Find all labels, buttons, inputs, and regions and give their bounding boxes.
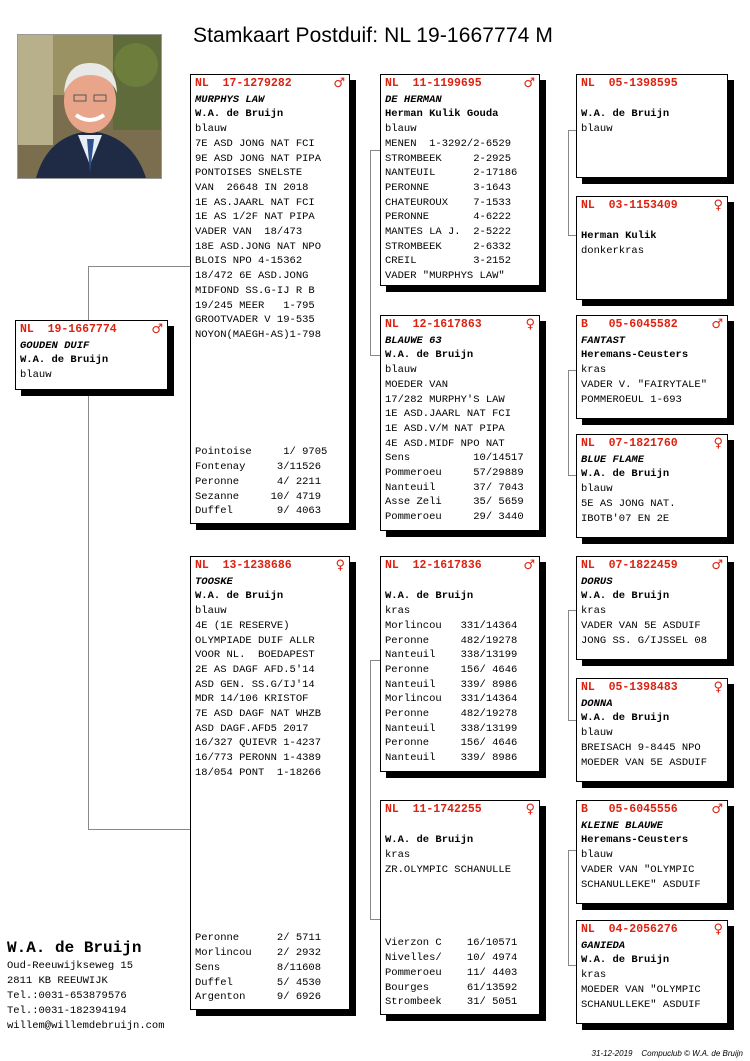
result-line: Pommeroeu 11/ 4403 [385, 966, 518, 979]
female-icon: ♀ [335, 558, 345, 573]
subject-pigeon-card [15, 320, 168, 390]
pigeon-name: DORUS [581, 575, 613, 588]
pigeon-name: GOUDEN DUIF [20, 339, 90, 352]
breeder-name: W.A. de Bruijn [195, 108, 284, 121]
info-line: blauw [195, 605, 227, 618]
info-line: kras [581, 605, 607, 618]
breeder-name: W.A. de Bruijn [20, 354, 109, 367]
connector-line [370, 660, 371, 920]
ring-header [581, 77, 723, 92]
info-line: VAN 26648 IN 2018 [195, 181, 309, 194]
result-line: Duffel 9/ 4063 [195, 505, 322, 518]
pigeon-name: TOOSKE [195, 575, 233, 588]
connector-line [568, 850, 569, 965]
info-line: MENEN 1-3292/2-6529 [385, 137, 512, 150]
info-line: 17/282 MURPHY'S LAW [385, 393, 505, 406]
info-line: MDR 14/106 KRISTOF [195, 693, 309, 706]
race-results [385, 936, 535, 1010]
ring-header [581, 318, 723, 333]
result-line: Sens 10/14517 [385, 452, 524, 465]
ring-header [581, 681, 723, 696]
info-line: 18E ASD.JONG NAT NPO [195, 240, 322, 253]
ring-number: NL 07-1822459 [581, 559, 678, 572]
pigeon-name: MURPHYS LAW [195, 93, 265, 106]
info-line: ZR.OLYMPIC SCHANULLE [385, 863, 512, 876]
ring-header [20, 323, 163, 338]
maternal-grandfather-card [380, 556, 540, 772]
breeder-name: Heremans-Ceusters [581, 834, 689, 847]
paternal-grandfather-card [380, 74, 540, 286]
info-line: SCHANULLEKE" ASDUIF [581, 878, 701, 891]
info-line: 1E AS 1/2F NAT PIPA [195, 211, 315, 224]
result-line: Fontenay 3/11526 [195, 461, 322, 474]
info-line: 18/054 PONT 1-18266 [195, 766, 322, 779]
info-line: 18/472 6E ASD.JONG [195, 270, 309, 283]
footer-credit: 31-12-2019 Compuclub © W.A. de Bruijn [591, 1049, 743, 1058]
info-line: blauw [581, 849, 613, 862]
ggp-card-mmm [576, 920, 728, 1024]
info-line: CHATEUROUX 7-1533 [385, 196, 512, 209]
info-line: VADER "MURPHYS LAW" [385, 270, 505, 283]
info-line: MOEDER VAN [385, 378, 449, 391]
info-line: JONG SS. G/IJSSEL 08 [581, 634, 708, 647]
info-line: MANTES LA J. 2-5222 [385, 226, 512, 239]
ring-header [385, 318, 535, 333]
connector-line [88, 829, 190, 830]
result-line: Nivelles/ 10/ 4974 [385, 952, 518, 965]
connector-line [568, 610, 569, 720]
male-icon: ♂ [711, 317, 723, 332]
female-icon: ♀ [713, 436, 723, 451]
male-icon: ♂ [151, 322, 163, 337]
ring-number: NL 19-1667774 [20, 323, 117, 336]
owner-contact [7, 938, 165, 1034]
info-line: kras [385, 849, 411, 862]
connector-line [568, 850, 576, 851]
result-line: Sens 8/11608 [195, 961, 322, 974]
info-line: PERONNE 4-6222 [385, 211, 512, 224]
connector-line [88, 390, 89, 830]
info-line: VADER VAN "OLYMPIC [581, 863, 695, 876]
pigeon-name [581, 93, 723, 108]
breeder-name: Heremans-Ceusters [581, 349, 689, 362]
result-line: Pommeroeu 29/ 3440 [385, 511, 524, 524]
pigeon-name [581, 215, 723, 230]
owner-name: W.A. de Bruijn [7, 939, 142, 957]
breeder-name: Herman Kulik [581, 230, 657, 243]
info-line: CREIL 3-2152 [385, 255, 512, 268]
male-icon: ♂ [711, 558, 723, 573]
info-line: Peronne 156/ 4646 [385, 663, 518, 676]
ring-number: NL 17-1279282 [195, 77, 292, 90]
info-line: ASD DAGF.AFD5 2017 [195, 722, 309, 735]
info-line: kras [581, 364, 607, 377]
info-line: PONTOISES SNELSTE [195, 167, 303, 180]
info-line: 4E ASD.MIDF NPO NAT [385, 437, 505, 450]
info-line: Peronne 482/19278 [385, 634, 518, 647]
male-icon: ♂ [523, 558, 535, 573]
info-line: blauw [581, 123, 613, 136]
info-line: VOOR NL. BOEDAPEST [195, 649, 315, 662]
info-line: 16/773 PERONN 1-4389 [195, 752, 322, 765]
breeder-name: W.A. de Bruijn [581, 712, 670, 725]
info-line: NOYON(MAEGH-AS)1-798 [195, 328, 322, 341]
ring-number: NL 11-1199695 [385, 77, 482, 90]
result-line: Strombeek 31/ 5051 [385, 996, 518, 1009]
info-line: kras [385, 605, 411, 618]
connector-line [88, 266, 89, 320]
info-line: 1E ASD.JAARL NAT FCI [385, 408, 512, 421]
info-line: blauw [385, 123, 417, 136]
ring-number: NL 12-1617836 [385, 559, 482, 572]
ring-header [581, 199, 723, 214]
ring-number: NL 07-1821760 [581, 437, 678, 450]
info-line: kras [581, 969, 607, 982]
info-line: VADER VAN 18/473 [195, 226, 303, 239]
ring-number: NL 04-2056276 [581, 923, 678, 936]
result-line: Asse Zeli 35/ 5659 [385, 496, 524, 509]
owner-phone: Tel.:0031-182394194 [7, 1005, 127, 1017]
owner-photo [17, 34, 162, 179]
ring-header [385, 803, 535, 818]
pigeon-name: DE HERMAN [385, 93, 442, 106]
info-line: SCHANULLEKE" ASDUIF [581, 998, 701, 1011]
breeder-name: W.A. de Bruijn [581, 954, 670, 967]
info-line: Nanteuil 339/ 8986 [385, 752, 518, 765]
owner-postal: 2811 KB REEUWIJK [7, 975, 108, 987]
info-line: STROMBEEK 2-6332 [385, 240, 512, 253]
result-line: Bourges 61/13592 [385, 981, 518, 994]
info-line: VADER VAN 5E ASDUIF [581, 619, 701, 632]
info-line: 7E ASD JONG NAT FCI [195, 137, 315, 150]
info-line: blauw [20, 369, 52, 382]
breeder-name: W.A. de Bruijn [385, 834, 474, 847]
info-line: Nanteuil 338/13199 [385, 722, 518, 735]
info-line: Peronne 156/ 4646 [385, 737, 518, 750]
ggp-card-mfm [576, 678, 728, 782]
result-line: Duffel 5/ 4530 [195, 976, 322, 989]
info-line: 1E AS.JAARL NAT FCI [195, 196, 315, 209]
info-line: blauw [581, 727, 613, 740]
pigeon-name: BLUE FLAME [581, 453, 645, 466]
info-line: OLYMPIADE DUIF ALLR [195, 634, 315, 647]
result-line: Peronne 4/ 2211 [195, 475, 322, 488]
maternal-grandmother-card [380, 800, 540, 1015]
info-line: MOEDER VAN "OLYMPIC [581, 983, 701, 996]
breeder-name: W.A. de Bruijn [195, 590, 284, 603]
race-results [195, 445, 345, 519]
race-results [195, 931, 345, 1005]
ring-number: NL 03-1153409 [581, 199, 678, 212]
connector-line [568, 130, 569, 235]
ring-header [581, 437, 723, 452]
pigeon-name: FANTAST [581, 334, 626, 347]
info-line: 7E ASD DAGF NAT WHZB [195, 708, 322, 721]
info-line: BLOIS NPO 4-15362 [195, 255, 303, 268]
ggp-card-mff [576, 556, 728, 660]
connector-line [568, 475, 576, 476]
pigeon-name: GANIEDA [581, 939, 626, 952]
connector-line [88, 266, 190, 267]
owner-address: Oud-Reeuwijkseweg 15 [7, 960, 134, 972]
result-line: Morlincou 2/ 2932 [195, 947, 322, 960]
info-line: 1E ASD.V/M NAT PIPA [385, 422, 505, 435]
pigeon-name: DONNA [581, 697, 613, 710]
info-line: 9E ASD JONG NAT PIPA [195, 152, 322, 165]
breeder-name: W.A. de Bruijn [385, 349, 474, 362]
ggp-card-fmm [576, 434, 728, 538]
connector-line [568, 965, 576, 966]
ring-number: NL 05-1398483 [581, 681, 678, 694]
result-line: Sezanne 10/ 4719 [195, 490, 322, 503]
ggp-card-fmf [576, 315, 728, 419]
ring-number: NL 12-1617863 [385, 318, 482, 331]
ring-number: B 05-6045582 [581, 318, 678, 331]
connector-line [370, 150, 371, 355]
info-line: VADER V. "FAIRYTALE" [581, 378, 708, 391]
connector-line [370, 919, 380, 920]
info-line: MIDFOND SS.G-IJ R B [195, 284, 315, 297]
connector-line [568, 610, 576, 611]
info-line: POMMEROEUL 1-693 [581, 393, 682, 406]
ring-header [581, 559, 723, 574]
page-title: Stamkaart Postduif: NL 19-1667774 M [193, 24, 553, 47]
info-line: BREISACH 9-8445 NPO [581, 741, 701, 754]
info-line: GROOTVADER V 19-535 [195, 314, 315, 327]
connector-line [370, 150, 380, 151]
info-line: Morlincou 331/14364 [385, 693, 518, 706]
father-card [190, 74, 350, 524]
ring-header [581, 803, 723, 818]
owner-phone: Tel.:0031-653879576 [7, 990, 127, 1002]
female-icon: ♀ [713, 198, 723, 213]
female-icon: ♀ [713, 680, 723, 695]
info-line: PERONNE 3-1643 [385, 181, 512, 194]
info-line: IBOTB'07 EN 2E [581, 512, 670, 525]
breeder-name: W.A. de Bruijn [581, 468, 670, 481]
result-line: Nanteuil 37/ 7043 [385, 481, 524, 494]
ring-number: NL 11-1742255 [385, 803, 482, 816]
info-line: blauw [385, 364, 417, 377]
ggp-card-fff [576, 74, 728, 178]
breeder-name: W.A. de Bruijn [385, 590, 474, 603]
pigeon-name: KLEINE BLAUWE [581, 819, 663, 832]
pigeon-name: BLAUWE 63 [385, 334, 442, 347]
ring-number: NL 05-1398595 [581, 77, 678, 90]
info-line: Morlincou 331/14364 [385, 619, 518, 632]
ggp-card-mmf [576, 800, 728, 904]
connector-line [370, 660, 380, 661]
breeder-name: W.A. de Bruijn [581, 108, 670, 121]
female-icon: ♀ [525, 317, 535, 332]
connector-line [568, 720, 576, 721]
paternal-grandmother-card [380, 315, 540, 531]
info-line: donkerkras [581, 245, 645, 258]
result-line: Pointoise 1/ 9705 [195, 446, 328, 459]
owner-email[interactable]: willem@willemdebruijn.com [7, 1020, 165, 1032]
male-icon: ♂ [711, 802, 723, 817]
info-line: 19/245 MEER 1-795 [195, 299, 315, 312]
info-line: Peronne 482/19278 [385, 708, 518, 721]
connector-line [370, 355, 380, 356]
breeder-name: Herman Kulik Gouda [385, 108, 499, 121]
ring-number: B 05-6045556 [581, 803, 678, 816]
result-line: Peronne 2/ 5711 [195, 932, 322, 945]
connector-line [568, 235, 576, 236]
connector-line [568, 370, 569, 475]
male-icon: ♂ [523, 76, 535, 91]
info-line: blauw [195, 123, 227, 136]
ring-header [385, 559, 535, 574]
ggp-card-ffm [576, 196, 728, 300]
info-line: ASD GEN. SS.G/IJ'14 [195, 678, 315, 691]
pigeon-name [385, 819, 535, 834]
breeder-name: W.A. de Bruijn [581, 590, 670, 603]
info-line: Nanteuil 339/ 8986 [385, 678, 518, 691]
female-icon: ♀ [525, 802, 535, 817]
info-line: NANTEUIL 2-17186 [385, 167, 518, 180]
mother-card [190, 556, 350, 1010]
info-line: 2E AS DAGF AFD.5'14 [195, 663, 315, 676]
ring-header [195, 77, 345, 92]
result-line: Argenton 9/ 6926 [195, 991, 322, 1004]
info-line: 5E AS JONG NAT. [581, 497, 676, 510]
male-icon: ♂ [333, 76, 345, 91]
ring-number: NL 13-1238686 [195, 559, 292, 572]
result-line: Vierzon C 16/10571 [385, 937, 518, 950]
info-line: STROMBEEK 2-2925 [385, 152, 512, 165]
ring-header [195, 559, 345, 574]
pigeon-name [385, 575, 535, 590]
connector-line [568, 130, 576, 131]
info-line: 4E (1E RESERVE) [195, 619, 290, 632]
info-line: 16/327 QUIEVR 1-4237 [195, 737, 322, 750]
result-line: Pommeroeu 57/29889 [385, 467, 524, 480]
info-line: MOEDER VAN 5E ASDUIF [581, 756, 708, 769]
ring-header [581, 923, 723, 938]
connector-line [568, 370, 576, 371]
info-line: Nanteuil 338/13199 [385, 649, 518, 662]
ring-header [385, 77, 535, 92]
female-icon: ♀ [713, 922, 723, 937]
info-line: blauw [581, 483, 613, 496]
